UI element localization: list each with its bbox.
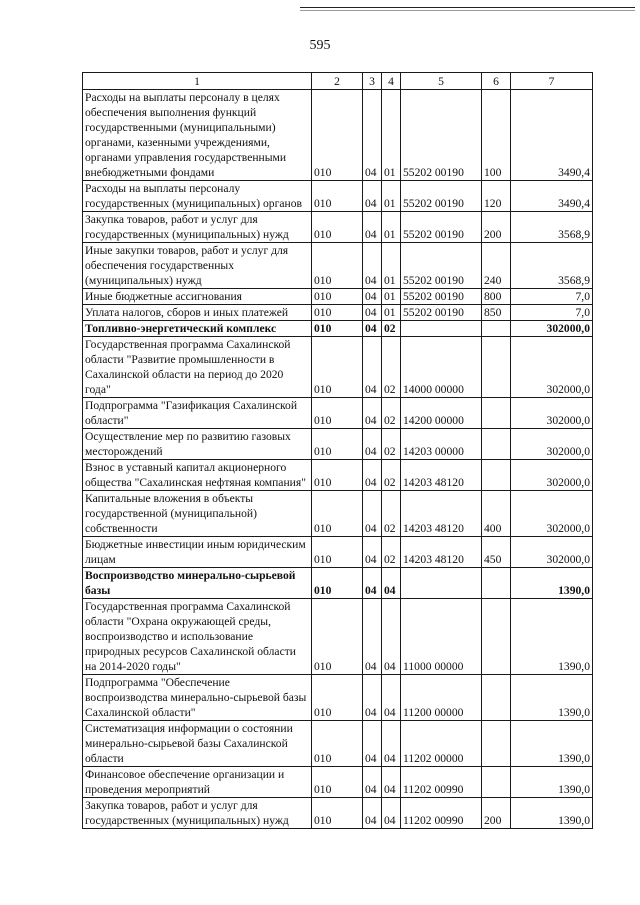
row-section-cell: 04 — [363, 537, 382, 568]
row-expense-type-cell: 450 — [482, 537, 511, 568]
row-expense-type-cell — [482, 767, 511, 798]
top-rule — [300, 7, 635, 8]
row-section-cell: 04 — [363, 289, 382, 305]
row-amount-cell: 1390,0 — [511, 599, 593, 675]
table-row — [83, 599, 593, 675]
row-target-article-cell: 11202 00000 — [401, 721, 482, 767]
row-name-cell: Государственная программа Сахалинской области "Развитие промышленности в Сахалинской области на период до 2020 года" — [83, 337, 312, 398]
row-subsection-cell: 04 — [382, 599, 401, 675]
row-expense-type-cell: 400 — [482, 491, 511, 537]
row-amount-cell: 3490,4 — [511, 181, 593, 212]
row-admin-code-cell: 010 — [312, 491, 363, 537]
row-amount-cell: 1390,0 — [511, 675, 593, 721]
row-amount-cell: 1390,0 — [511, 767, 593, 798]
header-cell-6: 6 — [482, 73, 511, 90]
row-section-cell: 04 — [363, 491, 382, 537]
row-expense-type-cell — [482, 721, 511, 767]
row-amount-cell: 3568,9 — [511, 212, 593, 243]
row-expense-type-cell: 240 — [482, 243, 511, 289]
row-expense-type-cell: 200 — [482, 798, 511, 829]
top-rule-secondary — [300, 10, 635, 11]
row-section-cell: 04 — [363, 90, 382, 181]
row-amount-cell: 7,0 — [511, 289, 593, 305]
header-cell-5: 5 — [401, 73, 482, 90]
row-expense-type-cell — [482, 337, 511, 398]
row-admin-code-cell: 010 — [312, 398, 363, 429]
row-target-article-cell: 14000 00000 — [401, 337, 482, 398]
row-name-cell: Осуществление мер по развитию газовых месторождений — [83, 429, 312, 460]
row-amount-cell: 302000,0 — [511, 537, 593, 568]
row-expense-type-cell — [482, 568, 511, 599]
row-section-cell: 04 — [363, 181, 382, 212]
table-row — [83, 798, 593, 829]
row-subsection-cell: 02 — [382, 460, 401, 491]
row-target-article-cell: 55202 00190 — [401, 181, 482, 212]
row-subsection-cell: 02 — [382, 398, 401, 429]
header-cell-1: 1 — [83, 73, 312, 90]
row-section-cell: 04 — [363, 798, 382, 829]
row-subsection-cell: 01 — [382, 305, 401, 321]
row-name-cell: Подпрограмма "Газификация Сахалинской области" — [83, 398, 312, 429]
row-expense-type-cell — [482, 675, 511, 721]
row-amount-cell: 3568,9 — [511, 243, 593, 289]
row-target-article-cell: 14203 48120 — [401, 537, 482, 568]
row-target-article-cell: 14203 48120 — [401, 491, 482, 537]
row-subsection-cell: 01 — [382, 212, 401, 243]
row-name-cell: Воспроизводство минерально-сырьевой базы — [83, 568, 312, 599]
table-row — [83, 305, 593, 321]
row-amount-cell: 1390,0 — [511, 568, 593, 599]
table-header-row — [83, 73, 593, 90]
row-name-cell: Капитальные вложения в объекты государственной (муниципальной) собственности — [83, 491, 312, 537]
table-row — [83, 212, 593, 243]
table-row — [83, 491, 593, 537]
table-row — [83, 337, 593, 398]
row-admin-code-cell: 010 — [312, 721, 363, 767]
row-name-cell: Взнос в уставный капитал акционерного общества "Сахалинская нефтяная компания" — [83, 460, 312, 491]
row-admin-code-cell: 010 — [312, 537, 363, 568]
table-row — [83, 243, 593, 289]
row-subsection-cell: 02 — [382, 491, 401, 537]
row-amount-cell: 302000,0 — [511, 491, 593, 537]
row-subsection-cell: 04 — [382, 798, 401, 829]
table-row — [83, 568, 593, 599]
row-name-cell: Закупка товаров, работ и услуг для государственных (муниципальных) нужд — [83, 798, 312, 829]
header-cell-7: 7 — [511, 73, 593, 90]
row-admin-code-cell: 010 — [312, 599, 363, 675]
row-name-cell: Подпрограмма "Обеспечение воспроизводства минерально-сырьевой базы Сахалинской области" — [83, 675, 312, 721]
row-amount-cell: 1390,0 — [511, 721, 593, 767]
table-row — [83, 460, 593, 491]
table-row — [83, 398, 593, 429]
row-amount-cell: 302000,0 — [511, 337, 593, 398]
table-row — [83, 181, 593, 212]
row-subsection-cell: 02 — [382, 337, 401, 398]
row-admin-code-cell: 010 — [312, 305, 363, 321]
row-expense-type-cell: 120 — [482, 181, 511, 212]
row-section-cell: 04 — [363, 337, 382, 398]
row-target-article-cell: 55202 00190 — [401, 243, 482, 289]
row-admin-code-cell: 010 — [312, 212, 363, 243]
row-name-cell: Расходы на выплаты персоналу государственных (муниципальных) органов — [83, 181, 312, 212]
row-target-article-cell: 14203 48120 — [401, 460, 482, 491]
table-row — [83, 721, 593, 767]
table-row — [83, 767, 593, 798]
row-name-cell: Бюджетные инвестиции иным юридическим лицам — [83, 537, 312, 568]
row-subsection-cell: 04 — [382, 767, 401, 798]
table-row — [83, 90, 593, 181]
row-expense-type-cell: 850 — [482, 305, 511, 321]
row-target-article-cell: 55202 00190 — [401, 289, 482, 305]
row-name-cell: Уплата налогов, сборов и иных платежей — [83, 305, 312, 321]
row-section-cell: 04 — [363, 599, 382, 675]
budget-table — [82, 72, 593, 829]
row-subsection-cell: 04 — [382, 675, 401, 721]
row-target-article-cell: 55202 00190 — [401, 305, 482, 321]
row-target-article-cell — [401, 321, 482, 337]
row-name-cell: Иные бюджетные ассигнования — [83, 289, 312, 305]
row-section-cell: 04 — [363, 568, 382, 599]
header-cell-4: 4 — [382, 73, 401, 90]
row-amount-cell: 302000,0 — [511, 398, 593, 429]
row-expense-type-cell — [482, 460, 511, 491]
row-expense-type-cell: 200 — [482, 212, 511, 243]
row-expense-type-cell — [482, 398, 511, 429]
table-row — [83, 289, 593, 305]
row-expense-type-cell: 100 — [482, 90, 511, 181]
row-name-cell: Государственная программа Сахалинской области "Охрана окружающей среды, воспроизводство и использование природных ресурсов Сахалинской области на 2014-2020 годы" — [83, 599, 312, 675]
page-number: 595 — [309, 38, 331, 53]
row-target-article-cell: 11200 00000 — [401, 675, 482, 721]
row-subsection-cell: 02 — [382, 429, 401, 460]
row-expense-type-cell: 800 — [482, 289, 511, 305]
row-expense-type-cell — [482, 429, 511, 460]
header-cell-3: 3 — [363, 73, 382, 90]
row-section-cell: 04 — [363, 212, 382, 243]
row-subsection-cell: 02 — [382, 321, 401, 337]
row-target-article-cell: 55202 00190 — [401, 212, 482, 243]
row-subsection-cell: 04 — [382, 568, 401, 599]
row-name-cell: Финансовое обеспечение организации и проведения мероприятий — [83, 767, 312, 798]
row-section-cell: 04 — [363, 305, 382, 321]
row-target-article-cell: 11202 00990 — [401, 798, 482, 829]
row-expense-type-cell — [482, 321, 511, 337]
row-target-article-cell — [401, 568, 482, 599]
row-admin-code-cell: 010 — [312, 337, 363, 398]
row-admin-code-cell: 010 — [312, 798, 363, 829]
row-name-cell: Закупка товаров, работ и услуг для государственных (муниципальных) нужд — [83, 212, 312, 243]
row-section-cell: 04 — [363, 721, 382, 767]
row-admin-code-cell: 010 — [312, 243, 363, 289]
row-subsection-cell: 01 — [382, 289, 401, 305]
row-admin-code-cell: 010 — [312, 460, 363, 491]
row-section-cell: 04 — [363, 675, 382, 721]
row-amount-cell: 302000,0 — [511, 460, 593, 491]
row-admin-code-cell: 010 — [312, 289, 363, 305]
row-subsection-cell: 01 — [382, 181, 401, 212]
row-section-cell: 04 — [363, 767, 382, 798]
table-row — [83, 537, 593, 568]
row-admin-code-cell: 010 — [312, 568, 363, 599]
row-name-cell: Иные закупки товаров, работ и услуг для обеспечения государственных (муниципальных) нужд — [83, 243, 312, 289]
row-section-cell: 04 — [363, 398, 382, 429]
row-section-cell: 04 — [363, 429, 382, 460]
row-section-cell: 04 — [363, 460, 382, 491]
row-target-article-cell: 55202 00190 — [401, 90, 482, 181]
row-amount-cell: 3490,4 — [511, 90, 593, 181]
row-target-article-cell: 14200 00000 — [401, 398, 482, 429]
header-cell-2: 2 — [312, 73, 363, 90]
row-amount-cell: 302000,0 — [511, 429, 593, 460]
row-admin-code-cell: 010 — [312, 675, 363, 721]
row-name-cell: Расходы на выплаты персоналу в целях обеспечения выполнения функций государственными (муниципальными) органами, казенными учреждениями, органами управления государственными внебюджетными фондами — [83, 90, 312, 181]
row-admin-code-cell: 010 — [312, 321, 363, 337]
table-row — [83, 429, 593, 460]
row-target-article-cell: 14203 00000 — [401, 429, 482, 460]
row-admin-code-cell: 010 — [312, 90, 363, 181]
table-row — [83, 321, 593, 337]
table-row — [83, 675, 593, 721]
row-name-cell: Топливно-энергетический комплекс — [83, 321, 312, 337]
row-subsection-cell: 04 — [382, 721, 401, 767]
row-target-article-cell: 11000 00000 — [401, 599, 482, 675]
row-admin-code-cell: 010 — [312, 767, 363, 798]
row-section-cell: 04 — [363, 243, 382, 289]
row-admin-code-cell: 010 — [312, 429, 363, 460]
table-body — [83, 90, 593, 829]
row-amount-cell: 7,0 — [511, 305, 593, 321]
row-subsection-cell: 01 — [382, 90, 401, 181]
row-section-cell: 04 — [363, 321, 382, 337]
row-target-article-cell: 11202 00990 — [401, 767, 482, 798]
row-amount-cell: 302000,0 — [511, 321, 593, 337]
row-admin-code-cell: 010 — [312, 181, 363, 212]
row-subsection-cell: 01 — [382, 243, 401, 289]
row-expense-type-cell — [482, 599, 511, 675]
row-name-cell: Систематизация информации о состоянии минерально-сырьевой базы Сахалинской области — [83, 721, 312, 767]
row-amount-cell: 1390,0 — [511, 798, 593, 829]
row-subsection-cell: 02 — [382, 537, 401, 568]
